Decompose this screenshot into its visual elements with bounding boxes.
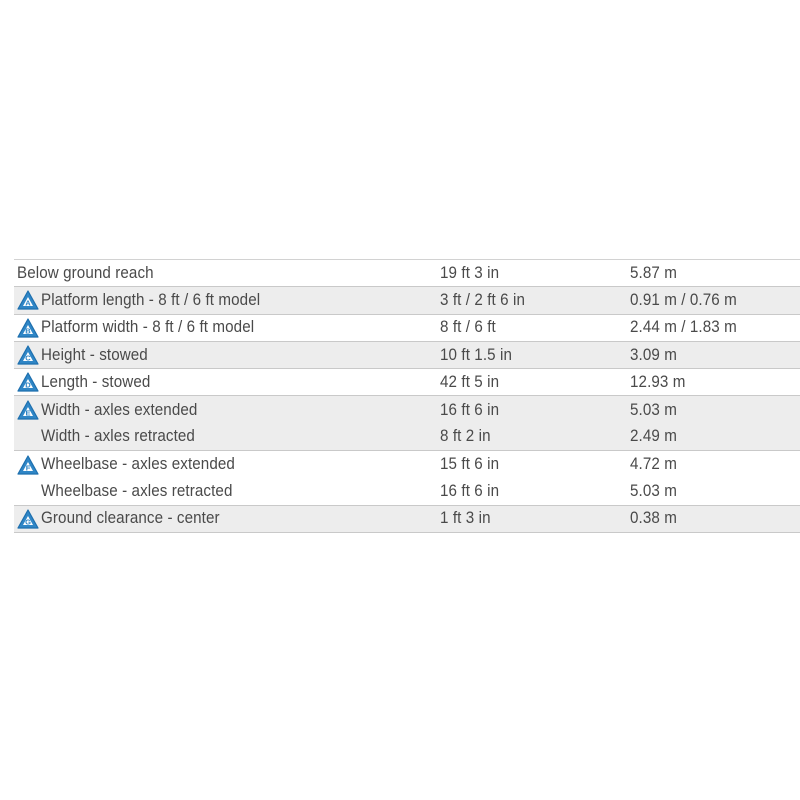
spec-metric-value: 4.72 m (630, 455, 677, 474)
spec-label: Wheelbase - axles extended (41, 455, 235, 474)
svg-text:F: F (25, 463, 31, 473)
table-row (14, 396, 800, 423)
spec-label: Length - stowed (41, 372, 151, 391)
spec-label: Width - axles extended (41, 400, 198, 419)
svg-text:E: E (25, 408, 31, 418)
dimension-e-icon (17, 400, 39, 420)
spec-imperial-value: 19 ft 3 in (440, 263, 500, 282)
svg-text:A: A (25, 298, 31, 308)
spec-label: Ground clearance - center (41, 509, 220, 528)
spec-imperial-value: 16 ft 6 in (440, 400, 500, 419)
table-row (14, 451, 800, 478)
spec-metric-value: 0.38 m (630, 509, 677, 528)
spec-imperial-value: 16 ft 6 in (440, 482, 500, 501)
spec-imperial-value: 8 ft / 6 ft (440, 318, 496, 337)
spec-imperial-value: 1 ft 3 in (440, 509, 491, 528)
spec-label: Platform width - 8 ft / 6 ft model (41, 318, 255, 337)
dimension-a-icon (17, 290, 39, 310)
svg-text:C: C (25, 353, 31, 363)
spec-label: Width - axles retracted (41, 427, 195, 446)
spec-label: Height - stowed (41, 345, 148, 364)
dimension-g-icon (17, 509, 39, 529)
svg-text:B: B (25, 326, 31, 336)
table-row (14, 424, 800, 451)
spec-metric-value: 5.03 m (630, 400, 677, 419)
spec-imperial-value: 8 ft 2 in (440, 427, 491, 446)
spec-table (14, 259, 800, 533)
dimension-d-icon (17, 372, 39, 392)
dimension-f-icon (17, 455, 39, 475)
svg-text:G: G (25, 517, 31, 527)
spec-label: Below ground reach (17, 263, 154, 282)
spec-metric-value: 5.03 m (630, 482, 677, 501)
spec-metric-value: 12.93 m (630, 372, 686, 391)
spec-metric-value: 2.49 m (630, 427, 677, 446)
spec-metric-value: 5.87 m (630, 263, 677, 282)
dimension-c-icon (17, 345, 39, 365)
spec-metric-value: 3.09 m (630, 345, 677, 364)
spec-imperial-value: 15 ft 6 in (440, 455, 500, 474)
spec-imperial-value: 10 ft 1.5 in (440, 345, 513, 364)
spec-imperial-value: 42 ft 5 in (440, 372, 500, 391)
table-row (14, 342, 800, 369)
table-row (14, 260, 800, 287)
table-row (14, 287, 800, 314)
table-row (14, 315, 800, 342)
table-row (14, 478, 800, 505)
spec-label: Wheelbase - axles retracted (41, 482, 233, 501)
spec-metric-value: 2.44 m / 1.83 m (630, 318, 737, 337)
spec-label: Platform length - 8 ft / 6 ft model (41, 290, 261, 309)
svg-text:D: D (25, 380, 31, 390)
dimension-b-icon (17, 318, 39, 338)
spec-imperial-value: 3 ft / 2 ft 6 in (440, 290, 526, 309)
table-row (14, 506, 800, 533)
spec-metric-value: 0.91 m / 0.76 m (630, 290, 737, 309)
table-row (14, 369, 800, 396)
